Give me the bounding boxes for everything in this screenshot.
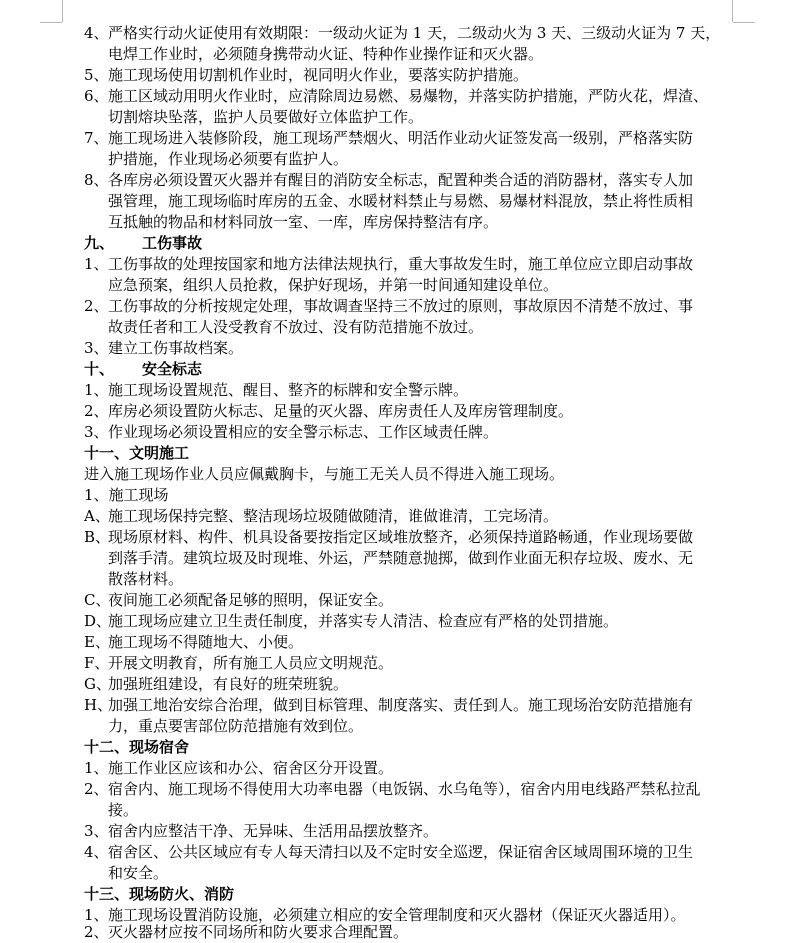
- section-heading: 九、 工伤事故: [84, 234, 203, 252]
- list-item: 3、宿舍内应整洁干净、无异味、生活用品摆放整齐。: [84, 822, 439, 840]
- list-item-cont: 和安全。: [108, 864, 169, 882]
- list-item: 5、施工现场使用切割机作业时，视同明火作业，要落实防护措施。: [84, 66, 529, 84]
- list-item: 4、宿舍区、公共区域应有专人每天清扫以及不定时安全巡逻，保证宿舍区域周围环境的卫生: [84, 843, 694, 861]
- list-item-cont: 接。: [108, 801, 139, 819]
- list-item: D、施工现场应建立卫生责任制度，并落实专人清洁、检查应有严格的处罚措施。: [84, 612, 619, 630]
- list-item-cont: 电焊工作业时，必须随身携带动火证、特种作业操作证和灭火器。: [108, 45, 544, 63]
- list-item-cont: 到落手清。建筑垃圾及时现堆、外运，严禁随意抛掷，做到作业面无积存垃圾、废水、无: [108, 549, 694, 567]
- list-item: 1、施工作业区应该和办公、宿舍区分开设置。: [84, 759, 394, 777]
- list-item: 1、施工现场设置消防设施，必须建立相应的安全管理制度和灭火器材（保证灭火器适用）。: [84, 906, 686, 924]
- list-item: G、加强班组建设，有良好的班荣班貌。: [84, 675, 349, 693]
- list-item: 2、宿舍内、施工现场不得使用大功率电器（电饭锅、水乌龟等），宿舍内用电线路严禁私拉乱: [84, 780, 701, 798]
- section-heading: 十二、现场宿舍: [84, 738, 190, 756]
- list-item: 7、施工现场进入装修阶段，施工现场严禁烟火、明活作业动火证签发高一级别，严格落实防: [84, 129, 694, 147]
- list-item-cont: 力，重点要害部位防范措施有效到位。: [108, 717, 364, 735]
- list-item: 3、作业现场必须设置相应的安全警示标志、工作区域责任牌。: [84, 423, 499, 441]
- list-item-cont: 强管理，施工现场临时库房的五金、水暖材料禁止与易燃、易爆材料混放，禁止将性质相: [108, 192, 694, 210]
- list-item: 3、建立工伤事故档案。: [84, 339, 244, 357]
- list-item: 2、库房必须设置防火标志、足量的灭火器、库房责任人及库房管理制度。: [84, 402, 574, 420]
- corner-mark-right-h: [733, 22, 755, 23]
- section-heading: 十一、文明施工: [84, 444, 190, 462]
- list-item: F、开展文明教育，所有施工人员应文明规范。: [84, 654, 394, 672]
- sub-heading: 1、施工现场: [84, 486, 169, 504]
- corner-mark-left-h: [40, 22, 62, 23]
- list-item: C、夜间施工必须配备足够的照明，保证安全。: [84, 591, 394, 609]
- list-item: B、现场原材料、构件、机具设备要按指定区域堆放整齐，必须保持道路畅通，作业现场要做: [84, 528, 694, 546]
- list-item: 8、各库房必须设置灭火器并有醒目的消防安全标志，配置种类合适的消防器材，落实专人加: [84, 171, 694, 189]
- list-item-cont: 散落材料。: [108, 570, 184, 588]
- list-item: 2、工伤事故的分析按规定处理，事故调查坚持三不放过的原则，事故原因不清楚不放过、事: [84, 297, 694, 315]
- list-item-cont: 互抵触的物品和材料同放一室、一库，库房保持整洁有序。: [108, 213, 499, 231]
- list-item-cont: 应急预案，组织人员抢救，保护好现场，并第一时间通知建设单位。: [108, 276, 559, 294]
- list-item: 1、施工现场设置规范、醒目、整齐的标牌和安全警示牌。: [84, 381, 469, 399]
- list-item: 2、灭火器材应按不同场所和防火要求合理配置。: [84, 923, 409, 941]
- section-heading: 十三、现场防火、消防: [84, 885, 235, 903]
- list-item: H、加强工地治安综合治理，做到目标管理、制度落实、责任到人。施工现场治安防范措施有: [84, 696, 694, 714]
- list-item: 4、严格实行动火证使用有效期限：一级动火证为 1 天，二级动火为 3 天、三级动火证为 7 天，: [84, 24, 721, 42]
- list-item: 6、施工区域动用明火作业时，应清除周边易燃、易爆物，并落实防护措施，严防火花，焊渣、: [84, 87, 709, 105]
- list-item: E、施工现场不得随地大、小便。: [84, 633, 304, 651]
- list-item-cont: 故责任者和工人没受教育不放过、没有防范措施不放过。: [108, 318, 484, 336]
- list-item-cont: 护措施，作业现场必须要有监护人。: [108, 150, 349, 168]
- list-item: A、施工现场保持完整、整洁现场垃圾随做随清，谁做谁清，工完场清。: [84, 507, 559, 525]
- list-item: 1、工伤事故的处理按国家和地方法律法规执行，重大事故发生时，施工单位应立即启动事故: [84, 255, 694, 273]
- section-heading: 十、 安全标志: [84, 360, 203, 378]
- list-item-cont: 切割熔块坠落，监护人员要做好立体监护工作。: [108, 108, 424, 126]
- paragraph: 进入施工现场作业人员应佩戴胸卡，与施工无关人员不得进入施工现场。: [84, 465, 565, 483]
- corner-mark-right: [732, 0, 733, 22]
- corner-mark-left: [62, 0, 63, 22]
